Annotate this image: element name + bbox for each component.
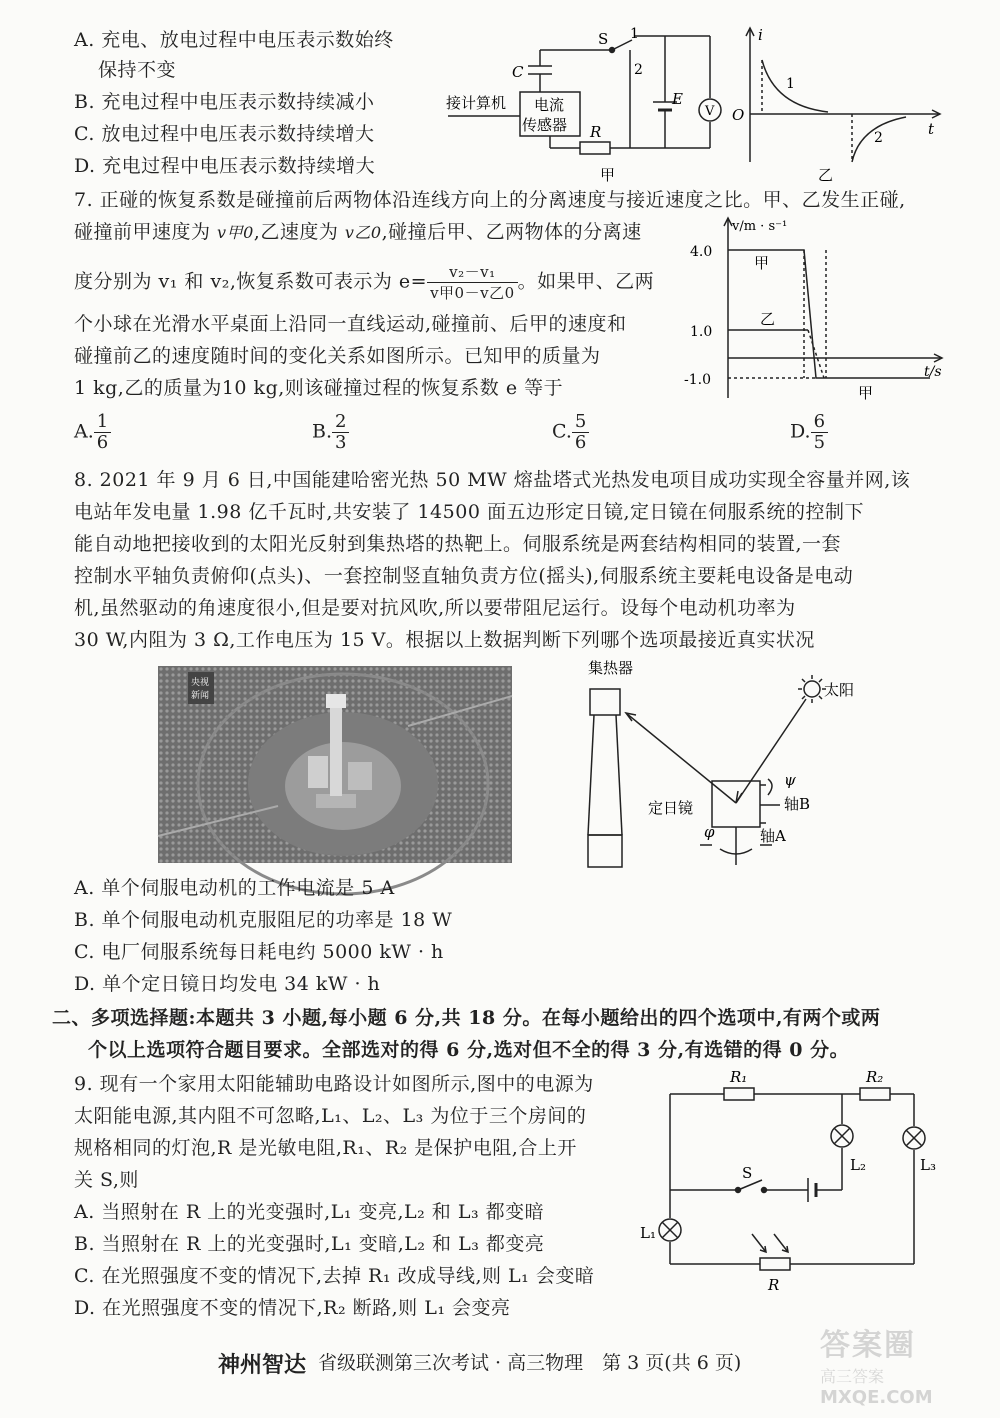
l2-label: L₂: [850, 1156, 866, 1174]
q8-line-5: 机,虽然驱动的角速度很小,但是要对抗风吹,所以要带阻尼运行。设每个电动机功率为: [74, 597, 796, 619]
axis-t-label: t/s: [924, 364, 942, 380]
q8-option-a: A. 单个伺服电动机的工作电流是 5 A: [74, 877, 395, 899]
q7-line-1: 7. 正碰的恢复系数是碰撞前后两物体沿连线方向上的分离速度与接近速度之比。甲、乙发生正碰,: [74, 189, 906, 211]
q9-option-c: C. 在光照强度不变的情况下,去掉 R₁ 改成导线,则 L₁ 会变暗: [74, 1265, 595, 1287]
r1-label: R₁: [730, 1068, 748, 1086]
l3-label: L₃: [920, 1156, 936, 1174]
fig-caption-jia: 甲: [600, 166, 616, 184]
fig-caption-yi: 乙: [818, 166, 834, 184]
voltmeter-label: V: [705, 104, 715, 119]
sun-label: 太阳: [824, 681, 855, 699]
tick-4: 4.0: [690, 244, 713, 260]
q9-line-3: 规格相同的灯泡,R 是光敏电阻,R₁、R₂ 是保护电阻,合上开: [74, 1137, 577, 1159]
sensor-label-2: 传感器: [522, 116, 568, 134]
q8-option-d: D. 单个定日镜日均发电 34 kW · h: [74, 973, 381, 995]
series-jia-after-label: 甲: [858, 384, 874, 402]
footer-brand: 神州智达: [218, 1352, 307, 1378]
computer-label: 接计算机: [446, 94, 507, 112]
q9-circuit-diagram: [638, 1066, 938, 1296]
cctv-logo-line-2: 新闻: [191, 691, 210, 701]
q7-option-c: C. $\frac{5}{6}$: [552, 412, 589, 453]
q7-option-a: A. $\frac{1}{6}$: [74, 412, 111, 453]
contact-1-label: 1: [630, 26, 639, 42]
r2-label: R₂: [866, 1068, 884, 1086]
q8-option-b: B. 单个伺服电动机克服阻尼的功率是 18 W: [74, 909, 453, 931]
heliostat-diagram: [580, 655, 855, 870]
axis-a-label: 轴A: [760, 827, 786, 845]
q9-option-d: D. 在光照强度不变的情况下,R₂ 断路,则 L₁ 会变亮: [74, 1297, 511, 1319]
q7-line-3: 度分别为 v₁ 和 v₂,恢复系数可表示为 e= $\frac{\text{v₂－v₁}}{\text{v甲0－v乙0}}$ 。如果甲、乙两: [74, 263, 655, 302]
q7-velocity-graph: [680, 212, 955, 404]
tick-neg1: -1.0: [684, 372, 711, 388]
axis-b-label: 轴B: [784, 795, 811, 813]
q8-line-3: 能自动地把接收到的太阳光反射到集热塔的热靶上。伺服系统是两套结构相同的装置,一套: [74, 533, 842, 555]
cctv-logo-line-1: 央视: [191, 678, 210, 688]
q6-option-a: A. 充电、放电过程中电压表示数始终: [74, 29, 394, 51]
photoresistor-label: R: [768, 1276, 780, 1294]
q6-current-graph: [728, 22, 948, 187]
q8-line-1: 8. 2021 年 9 月 6 日,中国能建哈密光热 50 MW 熔盐塔式光热发电项目成功实现全容量并网,该: [74, 469, 911, 491]
psi-label: ψ: [784, 771, 796, 789]
switch-label: S: [598, 30, 609, 48]
phi-label: φ: [704, 823, 715, 841]
q6-option-c: C. 放电过程中电压表示数持续增大: [74, 123, 375, 145]
q8-line-2: 电站年发电量 1.98 亿千瓦时,共安装了 14500 面五边形定日镜,定日镜在伺服系统的控制下: [74, 501, 864, 523]
axis-t-label: t: [928, 120, 935, 138]
battery-label: E: [672, 90, 683, 108]
axis-i-label: i: [758, 26, 763, 44]
q8-line-4: 控制水平轴负责俯仰(点头)、一套控制竖直轴负责方位(摇头),伺服系统主要耗电设备是电动: [74, 565, 854, 587]
sensor-label-1: 电流: [534, 96, 565, 114]
resistor-label: R: [590, 123, 602, 141]
q6-option-d: D. 充电过程中电压表示数持续增大: [74, 155, 376, 177]
heliostat-label: 定日镜: [648, 799, 694, 817]
tick-1: 1.0: [690, 324, 713, 340]
q7-option-d: D. $\frac{6}{5}$: [790, 412, 828, 453]
curve-1-label: 1: [786, 76, 795, 92]
series-yi-label: 乙: [760, 310, 776, 328]
curve-2-label: 2: [874, 130, 883, 146]
q8-option-c: C. 电厂伺服系统每日耗电约 5000 kW · h: [74, 941, 444, 963]
q9-line-4: 关 S,则: [74, 1169, 139, 1191]
q7-line-2: 碰撞前甲速度为 v甲0,乙速度为 v乙0,碰撞后甲、乙两物体的分离速: [74, 221, 642, 243]
q6-option-a-cont: 保持不变: [98, 59, 177, 81]
q9-line-1: 9. 现有一个家用太阳能辅助电路设计如图所示,图中的电源为: [74, 1073, 594, 1095]
capacitor-label: C: [512, 63, 524, 81]
collector-label: 集热器: [588, 659, 634, 677]
q9-option-b: B. 当照射在 R 上的光变强时,L₁ 变暗,L₂ 和 L₃ 都变亮: [74, 1233, 545, 1255]
section-2-heading: 二、多项选择题:本题共 3 小题,每小题 6 分,共 18 分。在每小题给出的四个选项中,有两个或两: [52, 1007, 881, 1029]
section-2-heading-cont: 个以上选项符合题目要求。全部选对的得 6 分,选对但不全的得 3 分,有选错的得 0 分。: [88, 1039, 850, 1061]
q7-option-b: B. $\frac{2}{3}$: [312, 412, 349, 453]
q7-line-6: 1 kg,乙的质量为10 kg,则该碰撞过程的恢复系数 e 等于: [74, 377, 564, 399]
q9-line-2: 太阳能电源,其内阻不可忽略,L₁、L₂、L₃ 为位于三个房间的: [74, 1105, 587, 1127]
origin-label: O: [732, 106, 745, 124]
q7-line-5: 碰撞前乙的速度随时间的变化关系如图所示。已知甲的质量为: [74, 345, 601, 367]
solar-field-photo: [158, 666, 512, 863]
l1-label: L₁: [640, 1224, 656, 1242]
series-jia-before-label: 甲: [754, 254, 770, 272]
watermark-logo: 答案圈 高三答案 MXQE.COM: [820, 1328, 933, 1408]
footer-text: 省级联测第三次考试 · 高三物理 第 3 页(共 6 页): [318, 1352, 742, 1374]
q6-option-b: B. 充电过程中电压表示数持续减小: [74, 91, 375, 113]
q7-line-4: 个小球在光滑水平桌面上沿同一直线运动,碰撞前、后甲的速度和: [74, 313, 627, 335]
q9-option-a: A. 当照射在 R 上的光变强时,L₁ 变亮,L₂ 和 L₃ 都变暗: [74, 1201, 545, 1223]
q6-circuit-diagram: [440, 22, 730, 187]
switch-label: S: [742, 1164, 753, 1182]
contact-2-label: 2: [634, 62, 643, 78]
q8-line-6: 30 W,内阻为 3 Ω,工作电压为 15 V。根据以上数据判断下列哪个选项最接近真实状况: [74, 629, 815, 651]
axis-v-label: v/m · s⁻¹: [732, 219, 788, 234]
